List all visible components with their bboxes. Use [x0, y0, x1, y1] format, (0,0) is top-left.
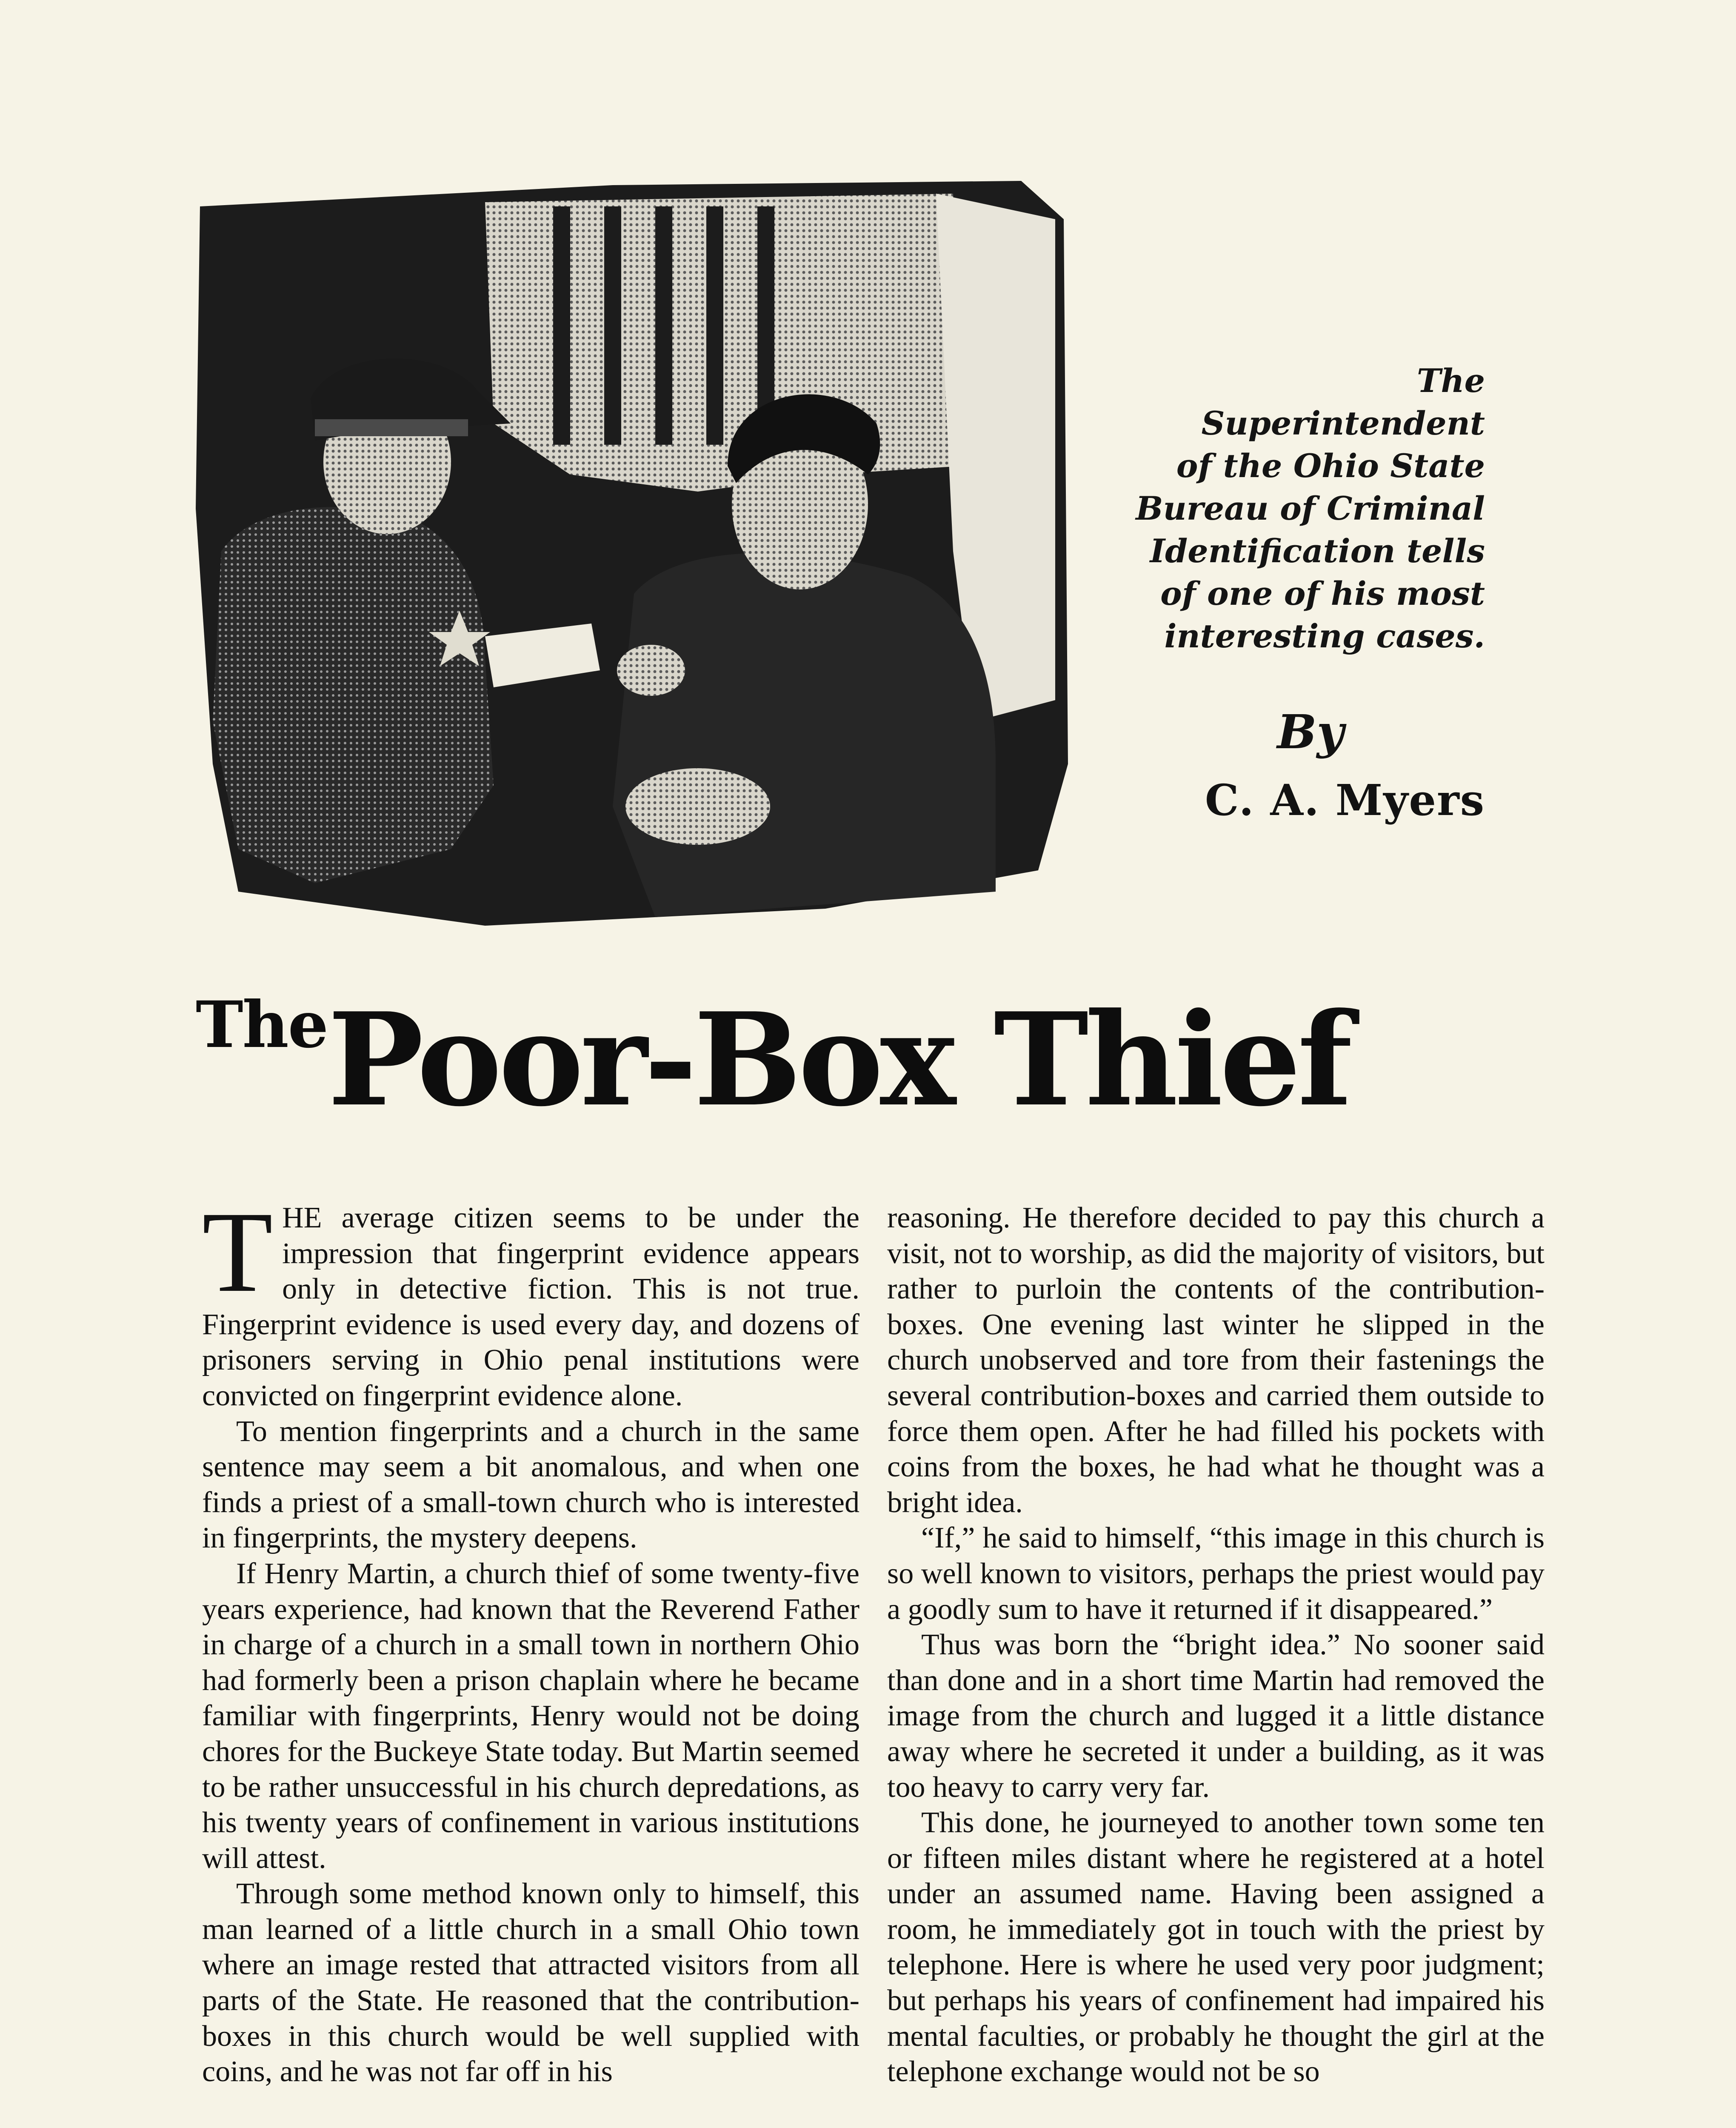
paragraph: If Henry Martin, a church thief of some twenty-five years experience, had known that the Reverend Father in charge of a church in a small town in northern Ohio had formerly been a prison chaplain where he became familiar with fingerprints, Henry would not be doing chores for the Buckeye State today. But Martin seemed to be rather unsuccessful in his church depredations, as his twenty years of confinement in various institutions will attest.: [202, 1557, 859, 1875]
drop-cap: T: [202, 1200, 273, 1316]
byline-author: C. A. Myers: [1205, 775, 1485, 825]
deck-line: of one of his most: [1160, 575, 1485, 612]
deck-line: Identification tells: [1150, 532, 1485, 570]
deck-line: Bureau of Criminal: [1136, 489, 1485, 527]
deck-line: The Superintendent: [1201, 362, 1485, 442]
paragraph: Thus was born the “bright idea.” No sooner said than done and in a short time Martin had removed the image from the church and lugged it a little distance away where he secreted it under a building, as it was too heavy to carry very far.: [887, 1628, 1545, 1804]
paragraph: “If,” he said to himself, “this image in this church is so well known to visitors, perhaps the priest would pay a goodly sum to have it returned if it disappeared.”: [887, 1522, 1545, 1626]
byline-by: By: [1277, 704, 1344, 759]
illustration-policeman-and-suspect: [187, 168, 1085, 938]
paragraph: THE average citizen seems to be under the impression that fingerprint evidence appears only in detective fiction. This is not true. Fingerprint evidence is used every day, and dozens of prisoners serving in Ohio penal institutions were convicted on fingerprint evidence alone.: [202, 1200, 859, 1412]
article-deck: [1128, 360, 1485, 658]
article-title: [196, 970, 1557, 1149]
title-main: Poor-Box Thief: [328, 984, 1349, 1135]
deck-line: of the Ohio State: [1176, 447, 1485, 485]
title-the: The: [196, 987, 328, 1062]
paragraph: This done, he journeyed to another town some ten or fifteen miles distant where he registered at a hotel under an assumed name. Having been assigned a room, he immediately got in touch with the priest by telephone. Here is where he used very poor judgment; but perhaps his years of confinement had impaired his mental faculties, or probably he thought the girl at the telephone exchange would not be so: [887, 1806, 1545, 2088]
deck-line: interesting cases.: [1164, 617, 1485, 655]
paragraph: To mention fingerprints and a church in the same sentence may seem a bit anomalous, and when one finds a priest of a small-town church who is interested in fingerprints, the mystery deepens.: [202, 1415, 859, 1555]
paragraph: reasoning. He therefore decided to pay this church a visit, not to worship, as did the majority of visitors, but rather to purloin the contents of the contribution-boxes. One evening last winter he slipped in the church unobserved and tore from their fastenings the several contribution-boxes and carried them outside to force them open. After he had filled his pockets with coins from the boxes, he had what he thought was a bright idea.: [887, 1201, 1545, 1519]
paragraph: Through some method known only to himself, this man learned of a little church in a small Ohio town where an image rested that attracted visitors from all parts of the State. He reasoned that the contribution-boxes in this church would be well supplied with coins, and he was not far off in his: [202, 1877, 859, 2088]
article-column-left: [202, 1200, 859, 2128]
article-column-right: [887, 1200, 1545, 2128]
